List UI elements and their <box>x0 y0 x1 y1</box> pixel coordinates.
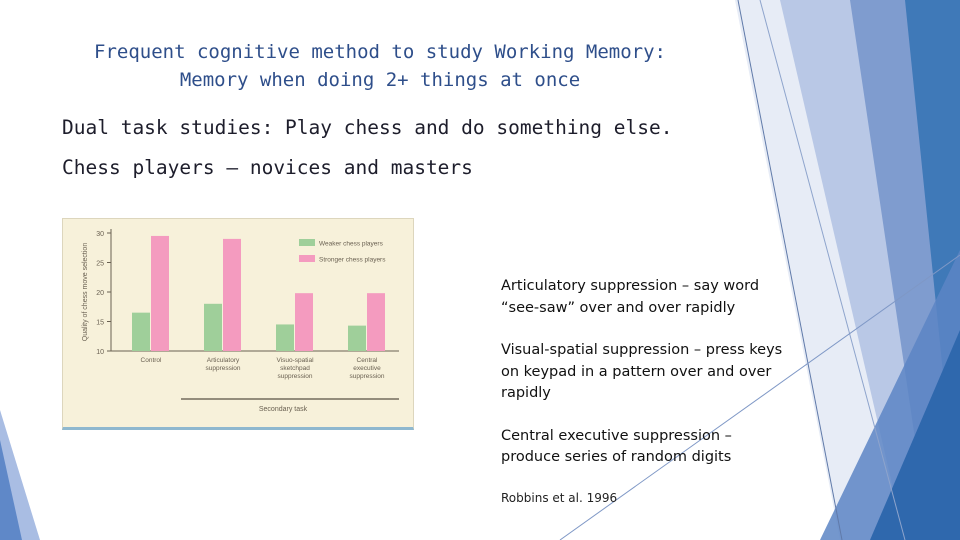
body-line-chess-players: Chess players – novices and masters <box>62 156 473 179</box>
x-tick-label: suppression <box>349 373 385 380</box>
bar-weaker-2 <box>276 324 294 351</box>
citation: Robbins et al. 1996 <box>501 491 618 505</box>
x-axis-label: Secondary task <box>258 406 308 413</box>
y-tick-label: 20 <box>96 290 104 297</box>
x-tick-label: Central <box>356 357 378 364</box>
legend-swatch-1 <box>299 255 315 262</box>
bar-chart <box>63 219 413 424</box>
y-tick-label: 15 <box>96 319 104 327</box>
bar-stronger-2 <box>295 293 313 351</box>
slide-title <box>60 38 700 94</box>
chart-figure <box>62 218 414 430</box>
note-visual-spatial: Visual-spatial suppression – press keys on keypad in a pattern over and over rapidly <box>501 342 783 401</box>
x-tick-label: executive <box>353 365 381 372</box>
title-line-2: Memory when doing 2+ things at once <box>179 69 581 91</box>
x-tick-label: suppression <box>205 365 241 372</box>
bar-stronger-3 <box>367 293 385 351</box>
note-articulatory: Articulatory suppression – say word “see-saw” over and over rapidly <box>501 278 760 316</box>
x-tick-label: Control <box>140 357 162 364</box>
y-tick-label: 30 <box>96 231 104 238</box>
x-tick-label: sketchpad <box>280 365 310 372</box>
y-axis-label: Quality of chess move selection <box>82 242 89 342</box>
notes-list <box>501 276 791 490</box>
x-tick-label: Visuo-spatial <box>276 357 314 364</box>
bar-weaker-3 <box>348 326 366 351</box>
bar-stronger-0 <box>151 236 169 351</box>
x-tick-label: suppression <box>277 373 313 380</box>
y-tick-label: 25 <box>96 260 104 268</box>
x-tick-label: Articulatory <box>206 357 240 364</box>
title-line-1: Frequent cognitive method to study Working Memory: <box>94 41 666 63</box>
bar-stronger-1 <box>223 239 241 351</box>
bar-weaker-1 <box>204 304 222 351</box>
bar-weaker-0 <box>132 313 150 351</box>
y-tick-label: 10 <box>96 349 104 356</box>
note-central-executive: Central executive suppression – produce series of random digits <box>501 427 732 465</box>
body-line-dual-task: Dual task studies: Play chess and do something else. <box>62 116 673 139</box>
legend-label-1: Stronger chess players <box>319 256 386 264</box>
legend-swatch-0 <box>299 239 315 246</box>
legend-label-0: Weaker chess players <box>319 240 383 248</box>
